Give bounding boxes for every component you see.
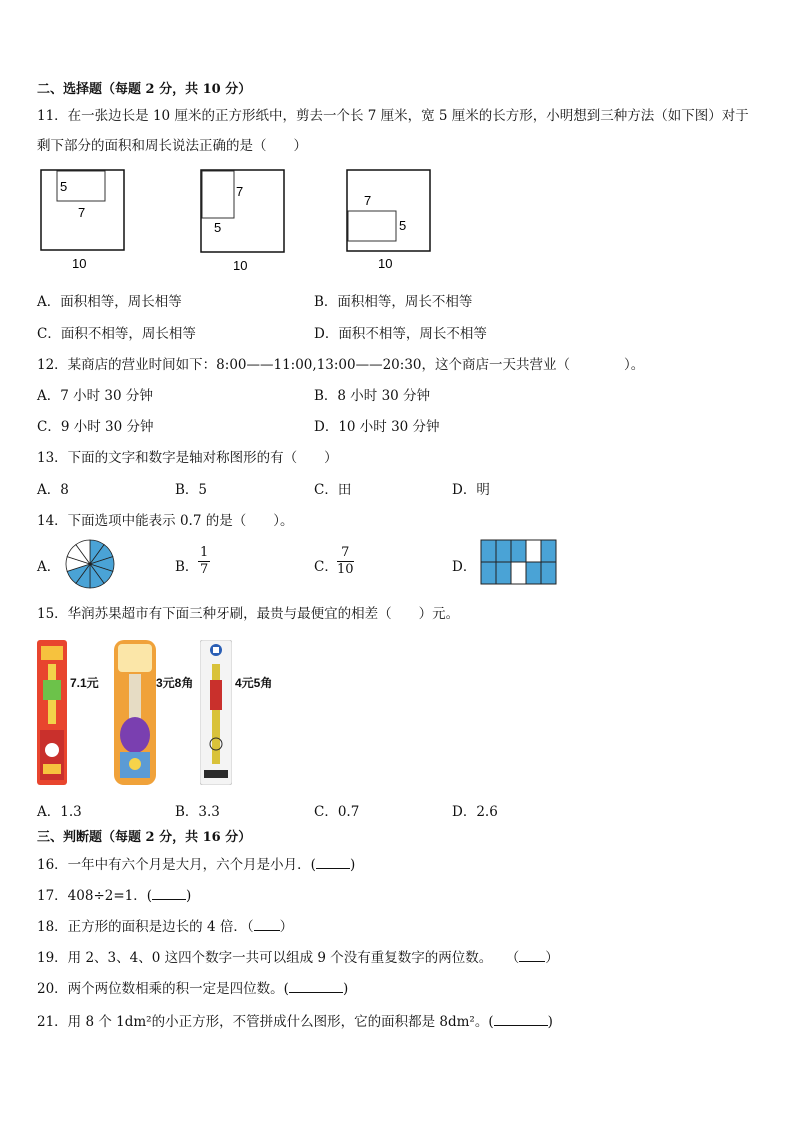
q14-grid-figure (480, 539, 558, 587)
q14-pie-figure (64, 538, 116, 590)
grid-cell (481, 540, 496, 562)
q11-figure-1 (41, 170, 124, 271)
judge-16-end: ) (349, 857, 356, 873)
q11-fig2-width-label: 5 (214, 220, 222, 235)
judge-item-20 (37, 977, 348, 997)
grid-cell (511, 540, 526, 562)
grid-cell (541, 540, 556, 562)
judge-18-answer-blank[interactable] (254, 918, 280, 931)
judge-19-answer-blank[interactable] (519, 949, 545, 962)
price-label-3: 4元5角 (235, 676, 273, 690)
q15-text: 15．华润苏果超市有下面三种牙刷，最贵与最便宜的相差（ ）元。 (37, 606, 460, 622)
judge-17-answer-blank[interactable] (152, 887, 186, 900)
judge-17-text: 17．408÷2=1．( (37, 888, 153, 904)
judge-18-text: 18．正方形的面积是边长的 4 倍．（ (37, 919, 254, 935)
grid-cell (496, 540, 511, 562)
toothbrush-3-image (200, 640, 232, 785)
judge-19-end: ） (545, 950, 559, 966)
grid-cell (526, 540, 541, 562)
q14-fraction-c-denominator: 10 (337, 562, 354, 577)
section-title-choice: 二、选择题（每题 2 分，共 10 分） (37, 82, 252, 97)
toothbrush-1-image (37, 640, 67, 785)
q12-text: 12．某商店的营业时间如下：8:00——11:00,13:00——20:30，这个商店一天共营业（ ）。 (37, 357, 645, 373)
price-label-2: 3元8角 (156, 676, 194, 690)
q11-option-b[interactable]: B．面积相等，周长不相等 (314, 294, 473, 310)
judge-20-end: ) (342, 981, 349, 997)
judge-item-16 (37, 853, 355, 873)
q13-option-b[interactable]: B．5 (175, 482, 208, 498)
q11-option-c[interactable]: C．面积不相等，周长相等 (37, 326, 196, 342)
q13-option-a[interactable]: A．8 (37, 482, 69, 498)
q15-option-d[interactable]: D．2.6 (452, 804, 498, 820)
q12-option-d[interactable]: D．10 小时 30 分钟 (314, 419, 440, 435)
q14-fraction-c (337, 545, 354, 578)
judge-18-end: ） (279, 919, 294, 935)
judge-21-answer-blank[interactable] (494, 1013, 548, 1026)
grid-cell (541, 562, 556, 584)
q11-fig3-side-label: 10 (378, 256, 393, 271)
q14-fraction-b-numerator: 1 (200, 545, 209, 560)
q11-fig3-width-label: 5 (399, 218, 407, 233)
q14-fraction-b (198, 545, 210, 578)
q14-option-a[interactable]: A． (37, 559, 61, 575)
q14-text: 14．下面选项中能表示 0.7 的是（ ）。 (37, 513, 294, 529)
q15-option-b[interactable]: B．3.3 (175, 804, 220, 820)
grid-cell (511, 562, 526, 584)
q14-pie-slices (66, 540, 114, 588)
q14-fraction-b-denominator: 7 (200, 562, 209, 577)
q11-option-a[interactable]: A．面积相等，周长相等 (37, 294, 182, 310)
q11-figure-3 (347, 170, 430, 271)
q13-option-c[interactable]: C．田 (314, 482, 352, 498)
judge-item-19 (37, 946, 559, 966)
q11-fig2-side-label: 10 (233, 258, 248, 273)
judge-20-text: 20．两个两位数相乘的积一定是四位数。( (37, 981, 289, 997)
judge-16-text: 16．一年中有六个月是大月，六个月是小月．( (37, 857, 316, 873)
judge-20-answer-blank[interactable] (289, 980, 343, 993)
q11-fig1-length-label: 7 (78, 205, 86, 220)
grid-cell (526, 562, 541, 584)
q11-figure-2 (201, 170, 284, 273)
q13-text: 13．下面的文字和数字是轴对称图形的有（ ） (37, 450, 338, 466)
grid-cell (496, 562, 511, 584)
judge-16-answer-blank[interactable] (316, 856, 350, 869)
q14-option-c[interactable]: C． (314, 559, 338, 575)
q11-figures (30, 165, 450, 277)
price-label-1: 7.1元 (70, 676, 99, 690)
q11-fig2-length-label: 7 (236, 184, 244, 199)
q13-option-d[interactable]: D．明 (452, 482, 490, 498)
q12-option-b[interactable]: B．8 小时 30 分钟 (314, 388, 431, 404)
judge-19-text: 19．用 2、3、4、0 这四个数字一共可以组成 9 个没有重复数字的两位数。 （ (37, 950, 520, 966)
q11-text-line2: 剩下部分的面积和周长说法正确的是（ ） (37, 138, 307, 154)
q14-option-b[interactable]: B． (175, 559, 199, 575)
q12-option-c[interactable]: C．9 小时 30 分钟 (37, 419, 154, 435)
q14-option-d[interactable]: D． (452, 559, 477, 575)
q11-fig1-width-label: 5 (60, 179, 68, 194)
section-title-judge: 三、判断题（每题 2 分，共 16 分） (37, 830, 252, 845)
judge-21-text: 21．用 8 个 1dm²的小正方形，不管拼成什么图形，它的面积都是 8dm²。( (37, 1014, 494, 1030)
judge-item-17 (37, 884, 191, 904)
q11-fig3-length-label: 7 (364, 193, 372, 208)
q11-fig1-side-label: 10 (72, 256, 87, 271)
q11-text-line1: 11．在一张边长是 10 厘米的正方形纸中，剪去一个长 7 厘米，宽 5 厘米的长方形，小明想到三种方法（如下图）对于 (37, 108, 749, 124)
judge-21-end: ) (547, 1014, 553, 1030)
judge-17-end: ) (186, 888, 192, 904)
q11-option-d[interactable]: D．面积不相等，周长不相等 (314, 326, 487, 342)
judge-item-18 (37, 915, 293, 935)
q14-fraction-c-numerator: 7 (337, 545, 354, 562)
grid-cell (481, 562, 496, 584)
q14-grid-cells (481, 540, 556, 584)
q15-option-c[interactable]: C．0.7 (314, 804, 360, 820)
toothbrush-2-image (114, 640, 156, 785)
q15-option-a[interactable]: A．1.3 (37, 804, 82, 820)
judge-item-21 (37, 1010, 553, 1030)
q12-option-a[interactable]: A．7 小时 30 分钟 (37, 388, 153, 404)
